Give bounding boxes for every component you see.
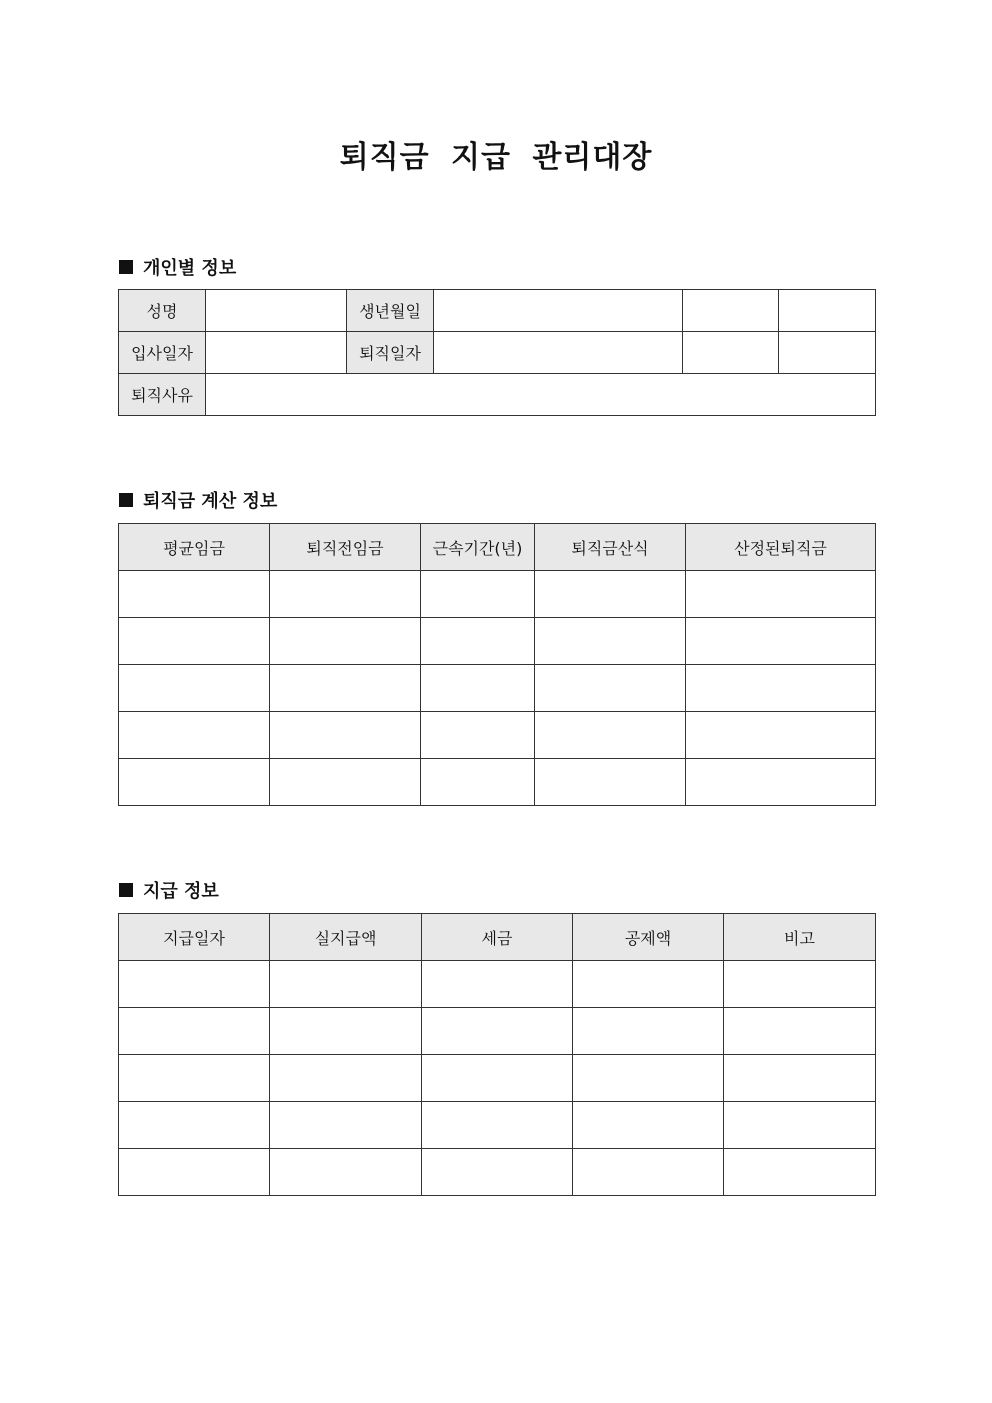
table-cell[interactable] [119,1149,270,1196]
table-cell[interactable] [686,665,876,712]
table-cell[interactable] [724,1102,876,1149]
retire-date-label: 퇴직일자 [347,332,434,374]
table-cell[interactable] [573,961,724,1008]
table-cell[interactable] [119,759,270,806]
personal-section-heading [119,254,236,280]
table-cell[interactable] [270,759,421,806]
table-cell[interactable] [724,1149,876,1196]
table-cell[interactable] [421,665,535,712]
table-cell[interactable] [422,1149,573,1196]
name-field[interactable] [206,290,347,332]
calculation-table [118,523,876,806]
personal-info-table [118,289,876,416]
table-cell[interactable] [422,961,573,1008]
hire-date-field[interactable] [206,332,347,374]
square-bullet-icon [119,260,133,274]
table-cell[interactable] [270,1055,422,1102]
table-cell[interactable] [724,1055,876,1102]
column-header: 근속기간(년) [421,524,535,571]
column-header: 실지급액 [270,914,422,961]
column-header: 산정된퇴직금 [686,524,876,571]
birth-field[interactable] [434,290,683,332]
table-cell[interactable] [421,712,535,759]
table-cell[interactable] [686,759,876,806]
table-row [119,712,876,759]
table-cell[interactable] [119,1055,270,1102]
table-cell[interactable] [686,618,876,665]
table-row [119,1102,876,1149]
calculation-heading-text: 퇴직금 계산 정보 [143,491,278,512]
hire-date-label: 입사일자 [119,332,206,374]
table-cell[interactable] [573,1102,724,1149]
table-cell[interactable] [119,618,270,665]
table-cell[interactable] [573,1055,724,1102]
table-cell[interactable] [119,1008,270,1055]
table-cell[interactable] [270,618,421,665]
table-cell[interactable] [535,759,686,806]
extra-field[interactable] [779,332,876,374]
table-row [119,374,876,416]
table-cell[interactable] [573,1149,724,1196]
table-cell[interactable] [270,1149,422,1196]
table-cell[interactable] [270,1008,422,1055]
table-row [119,571,876,618]
calculation-section-heading [119,487,277,513]
table-cell[interactable] [270,665,421,712]
birth-label: 생년월일 [347,290,434,332]
column-header: 지급일자 [119,914,270,961]
column-header: 퇴직금산식 [535,524,686,571]
payment-table [118,913,876,1196]
table-cell[interactable] [421,618,535,665]
table-cell[interactable] [270,1102,422,1149]
table-cell[interactable] [270,712,421,759]
document-title: 퇴직금 지급 관리대장 [339,140,653,175]
table-header-row [119,914,876,961]
table-row [119,290,876,332]
table-cell[interactable] [119,1102,270,1149]
payment-section-heading [119,877,219,903]
table-cell[interactable] [535,665,686,712]
table-cell[interactable] [421,571,535,618]
column-header: 퇴직전임금 [270,524,421,571]
reason-field[interactable] [206,374,876,416]
table-row [119,961,876,1008]
table-cell[interactable] [119,712,270,759]
table-row [119,1055,876,1102]
column-header: 공제액 [573,914,724,961]
table-cell[interactable] [535,712,686,759]
retire-date-field[interactable] [434,332,683,374]
table-cell[interactable] [119,665,270,712]
table-cell[interactable] [535,618,686,665]
table-row [119,332,876,374]
table-cell[interactable] [119,961,270,1008]
table-row [119,1008,876,1055]
table-cell[interactable] [270,571,421,618]
table-cell[interactable] [724,961,876,1008]
payment-heading-text: 지급 정보 [143,881,219,902]
extra-field[interactable] [779,290,876,332]
table-cell[interactable] [422,1102,573,1149]
name-label: 성명 [119,290,206,332]
personal-heading-text: 개인별 정보 [143,258,237,279]
reason-label: 퇴직사유 [119,374,206,416]
square-bullet-icon [119,883,133,897]
table-cell[interactable] [422,1055,573,1102]
extra-field[interactable] [683,290,779,332]
table-row [119,618,876,665]
extra-field[interactable] [683,332,779,374]
table-row [119,759,876,806]
table-cell[interactable] [686,712,876,759]
table-cell[interactable] [535,571,686,618]
table-cell[interactable] [573,1008,724,1055]
table-header-row [119,524,876,571]
table-cell[interactable] [724,1008,876,1055]
square-bullet-icon [119,493,133,507]
column-header: 비고 [724,914,876,961]
table-row [119,665,876,712]
column-header: 세금 [422,914,573,961]
table-cell[interactable] [270,961,422,1008]
column-header: 평균임금 [119,524,270,571]
table-row [119,1149,876,1196]
table-cell[interactable] [421,759,535,806]
table-cell[interactable] [422,1008,573,1055]
table-cell[interactable] [686,571,876,618]
table-cell[interactable] [119,571,270,618]
